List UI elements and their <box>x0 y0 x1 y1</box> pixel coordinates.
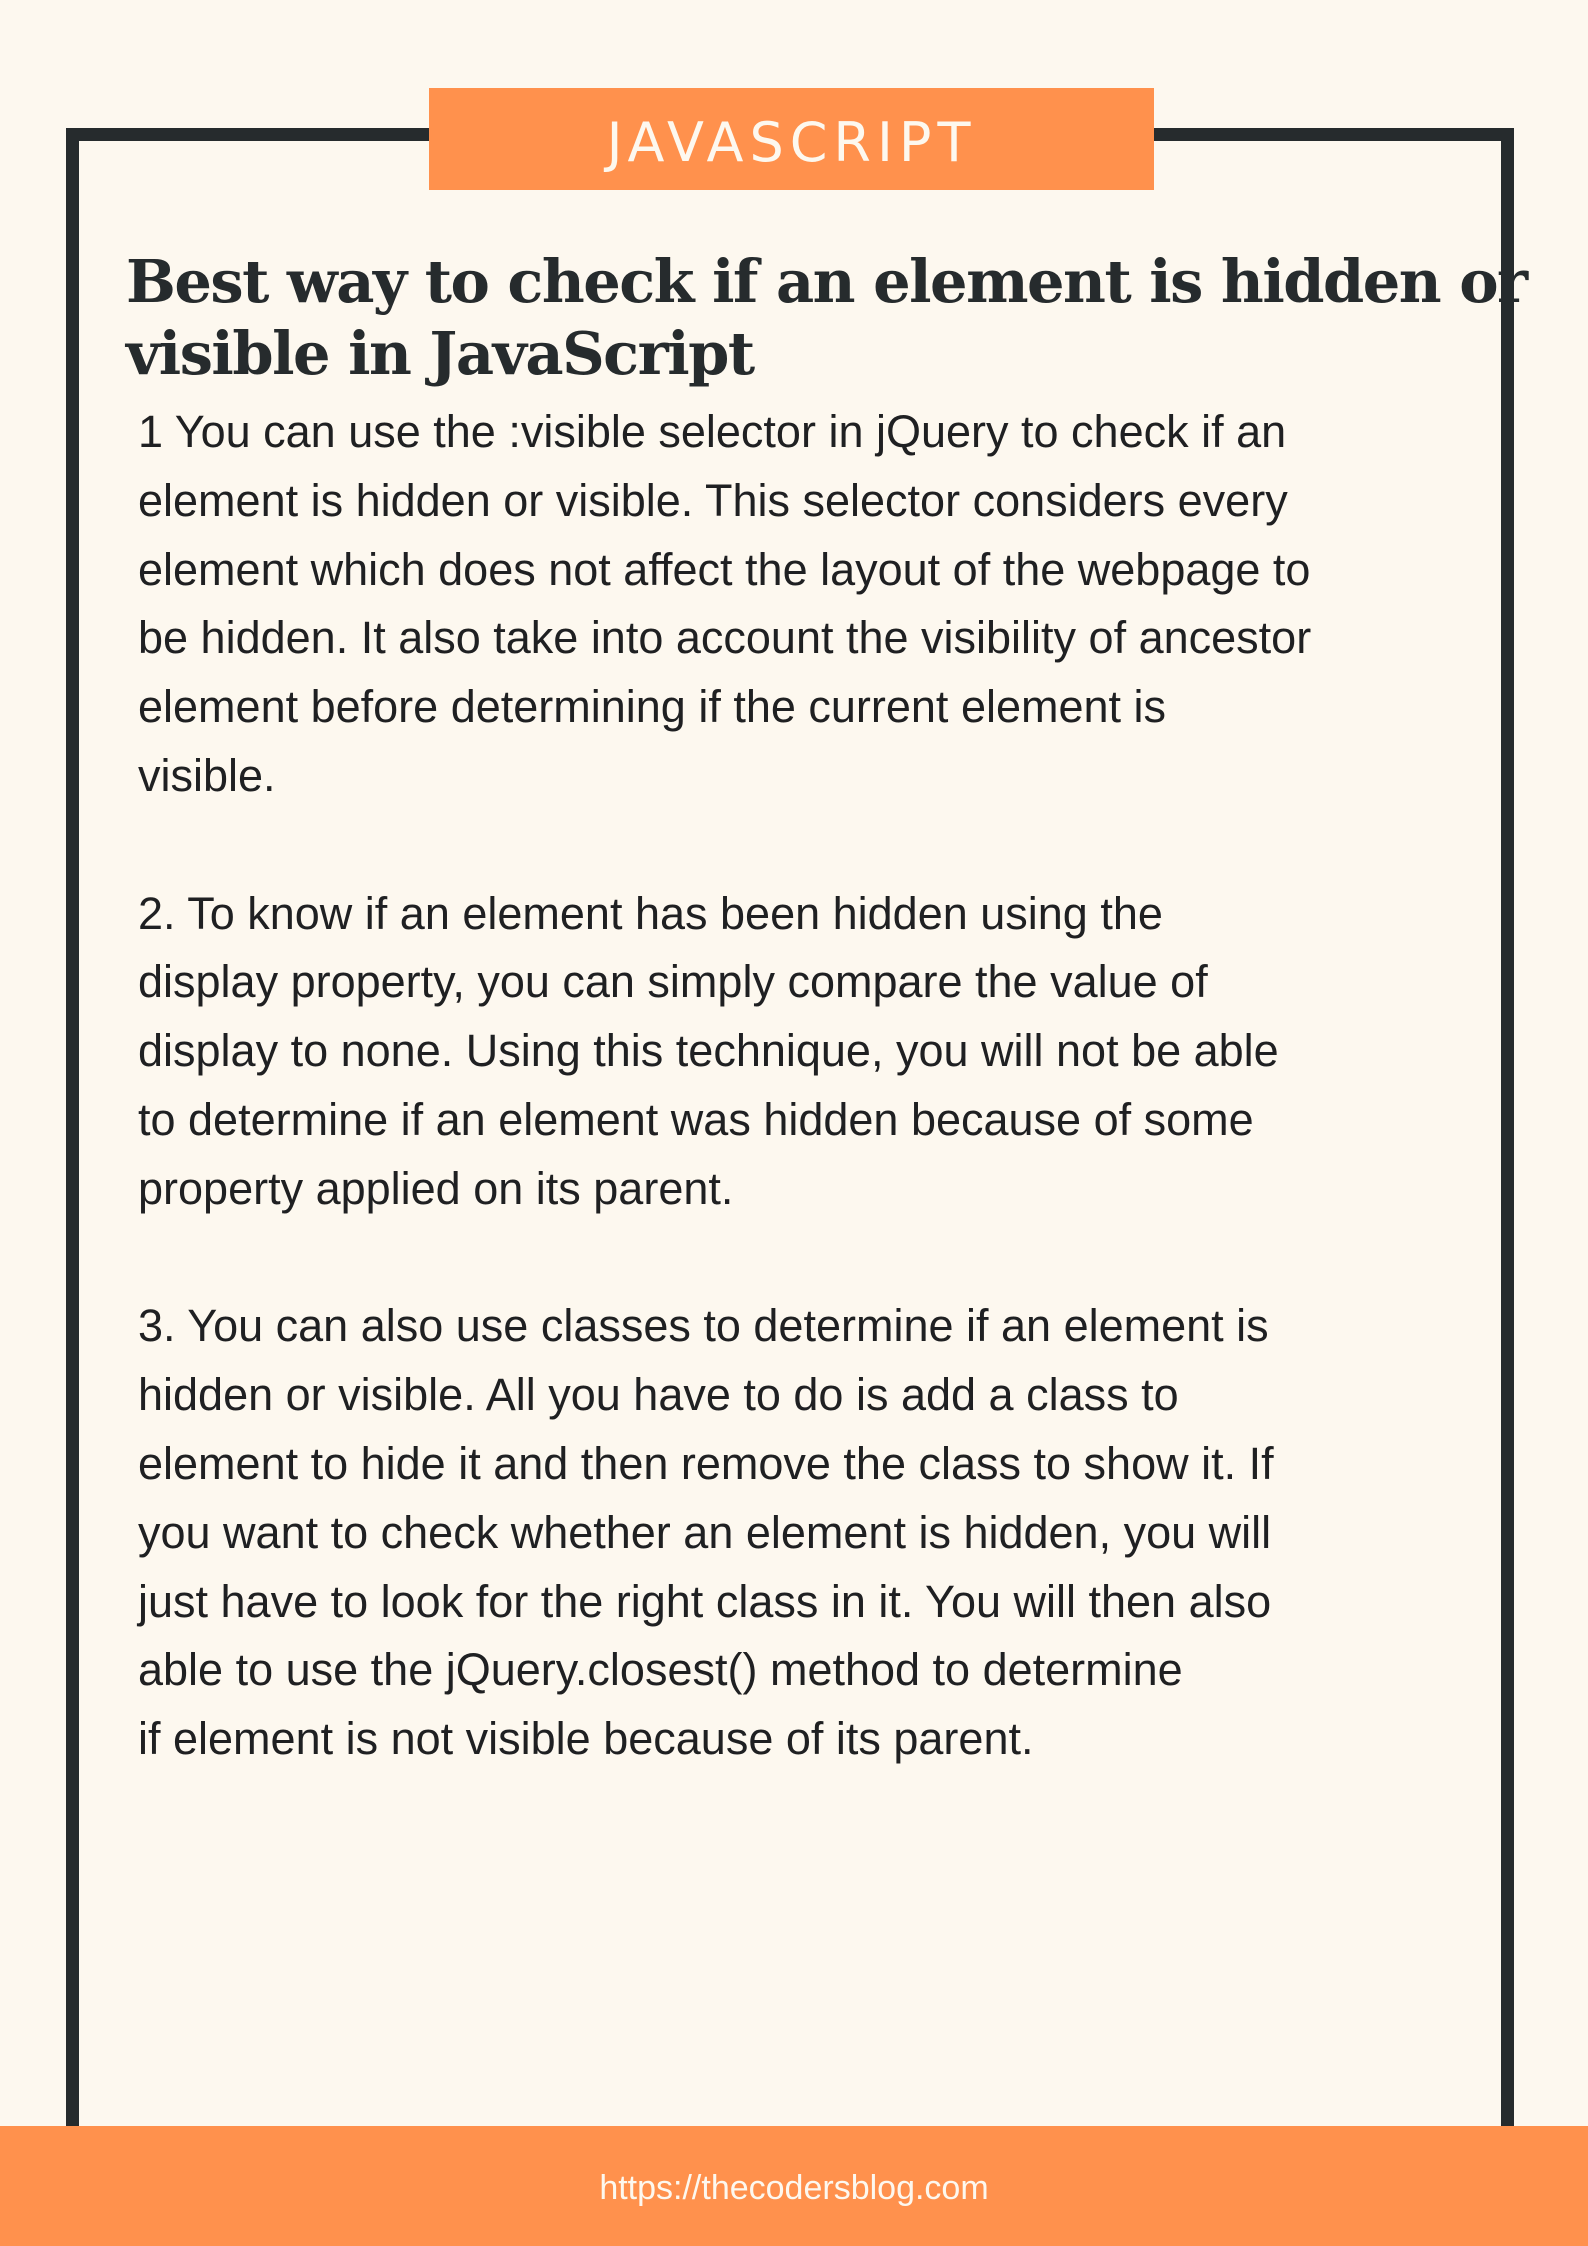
paragraph-line: able to use the jQuery.closest() method to determine <box>138 1644 1183 1696</box>
paragraph-line: 3. You can also use classes to determine if an element is <box>138 1300 1269 1352</box>
paragraph-line: property applied on its parent. <box>138 1162 734 1214</box>
paragraph-line: to determine if an element was hidden because of some <box>138 1093 1254 1145</box>
footer-url-link[interactable]: https://thecodersblog.com <box>599 2168 989 2207</box>
article-title-line: visible in JavaScript <box>126 319 754 388</box>
article-body <box>138 398 1468 1843</box>
category-badge-label: JAVASCRIPT <box>606 110 977 174</box>
paragraph-line: element to hide it and then remove the class to show it. If <box>138 1437 1274 1489</box>
paragraph-line: visible. <box>138 749 276 801</box>
paragraph-line: 1 You can use the :visible selector in jQuery to check if an <box>138 406 1287 457</box>
paragraph-line: element is hidden or visible. This selector considers every <box>138 474 1288 526</box>
category-badge <box>429 88 1154 190</box>
paragraph-line: element which does not affect the layout of the webpage to <box>138 543 1311 595</box>
paragraph-line: 2. To know if an element has been hidden using the <box>138 887 1163 939</box>
paragraph-2 <box>138 880 1468 1224</box>
article-title <box>126 246 1527 390</box>
paragraph-line: display property, you can simply compare the value of <box>138 956 1208 1008</box>
paragraph-line: element before determining if the current element is <box>138 681 1167 733</box>
paragraph-line: just have to look for the right class in it. You will then also <box>138 1575 1272 1627</box>
article-title-line: Best way to check if an element is hidden or <box>126 247 1527 316</box>
paragraph-line: be hidden. It also take into account the visibility of ancestor <box>138 612 1312 664</box>
paragraph-line: hidden or visible. All you have to do is add a class to <box>138 1369 1179 1421</box>
paragraph-3 <box>138 1292 1468 1774</box>
paragraph-line: if element is not visible because of its parent. <box>138 1713 1034 1765</box>
paragraph-1 <box>138 398 1468 811</box>
footer-bar <box>0 2126 1588 2246</box>
paragraph-line: you want to check whether an element is hidden, you will <box>138 1506 1272 1558</box>
paragraph-line: display to none. Using this technique, you will not be able <box>138 1025 1279 1077</box>
